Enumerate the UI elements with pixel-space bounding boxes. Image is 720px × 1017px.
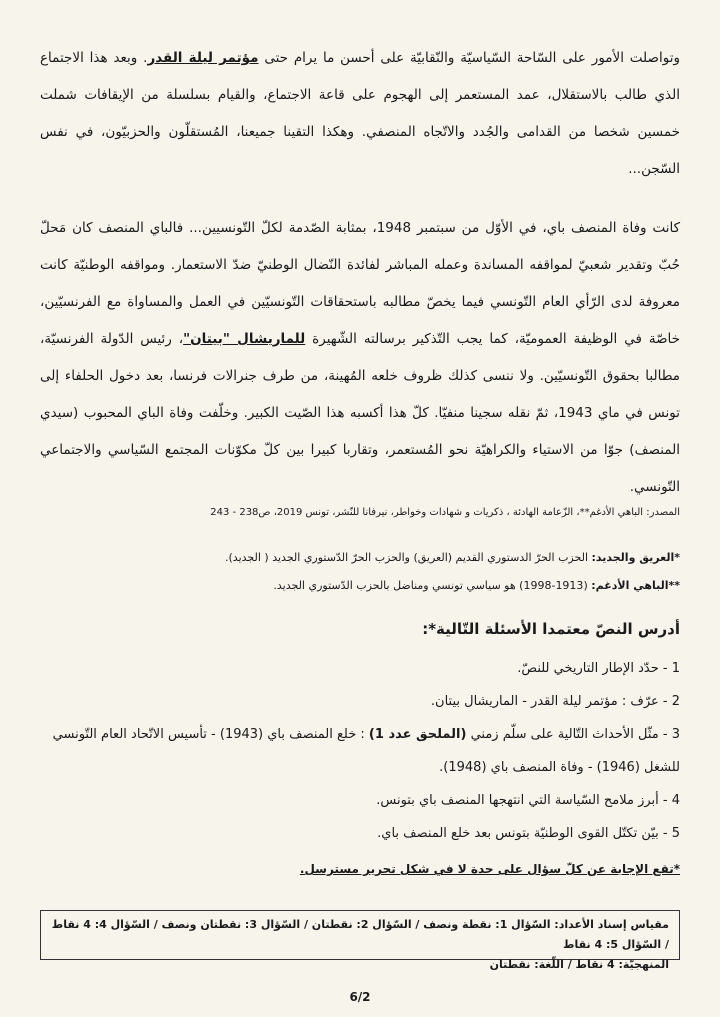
question-text: : خلع المنصف باي (1943) - تأسيس الاتّحاد العام التّونسي للشغل (1946) - وفاة المنصف باي (1948).	[52, 727, 680, 775]
footnote-text: (1913-1998) هو سياسي تونسي ومناضل بالحزب الدّستوري الجديد.	[273, 579, 592, 592]
question-text: 3 - مثّل الأحداث التّالية على سلّم زمني	[466, 727, 680, 742]
scoring-line-2: المنهجيّة: 4 نقاط / اللّغة: نقطتان	[489, 958, 669, 971]
question-item: 2 - عرّف : مؤتمر ليلة القدر - الماريشال بيتان.	[430, 694, 680, 709]
paragraph-text: ، رئيس الدّولة الفرنسيّة، مطالبا بحقوق التّونسيّين. ولا ننسى كذلك ظروف خلعه المُهينة، من طرف جنرالات فرنسا، بعد دخول الحلفاء إلى تونس في ماي 1943، ثمّ نقله سجينا منفيّا. كلّ هذا أكسبه هذا الصّيت الكبير. وخلّفت وفاة الباي المحبوب (سيدي المنصف) جوّا من الاستياء والكراهيّة نحو المُستعمر، وتقاربا كبيرا بين كلّ مكوّنات المجتمع السّياسي والاجتماعي التّونسي.	[40, 331, 680, 495]
question-emph: (الملحق عدد 1)	[368, 727, 467, 742]
paragraph-text: . وبعد هذا الاجتماع الذي طالب بالاستقلال، عمد المستعمر إلى الهجوم على قاعة الاجتماع، والقيام بسلسلة من الإيقافات شملت خمسين شخصا من القدامى والجُدد والاتّجاه المنصفي. وهكذا التقينا جميعنا، المُستقلّون والحزبيّون، في نفس السّجن...	[40, 50, 680, 177]
scoring-box	[40, 910, 680, 971]
text-paragraph-2	[40, 210, 680, 506]
question-item	[35, 718, 680, 784]
answer-instruction: *تقع الإجابة عن كلّ سؤال على حدة لا في شكل تحرير مسترسل.	[299, 862, 680, 876]
footnote-2	[40, 572, 680, 600]
question-item: 4 - أبرز ملامح السّياسة التي انتهجها المنصف باي بتونس.	[376, 793, 680, 808]
question-item: 5 - بيّن تكتّل القوى الوطنيّة بتونس بعد خلع المنصف باي.	[377, 826, 680, 841]
questions-list	[35, 652, 680, 850]
paragraph-text: كانت وفاة المنصف باي، في الأوّل من سبتمبر 1948، بمثابة الصّدمة لكلّ التّونسيين... فالباي المنصف كان مَحلّ حُبّ وتقدير شعبيّ لمواقفه المساندة وعمله المباشر لفائدة النّضال الوطنيّ ضدّ الاستعمار. ومواقفه الوطنيّة كانت معروفة لدى الرّأي العام التّونسي فيما يخصّ مطالبه باستحقاقات التّونسيّين في العمل والمساواة مع الفرنسيّين، خاصّة في الوظيفة العموميّة، كما يجب التّذكير برسالته الشّهيرة	[40, 220, 680, 347]
source-citation: المصدر: الباهي الأدغم**، الزّعامة الهادئة ، ذكريات و شهادات وخواطر، نيرفانا للنّشر، تونس 2019، ص238 - 243	[210, 507, 680, 518]
footnote-term: *العريق والجديد:	[591, 551, 680, 564]
paragraph-text: وتواصلت الأمور على السّاحة السّياسيّة والنّقابيّة على أحسن ما يرام حتى	[258, 50, 680, 66]
page-number: 6/2	[349, 990, 371, 1004]
questions-title: أدرس النصّ معتمدا الأسئلة التّالية*:	[422, 620, 680, 638]
footnote-text: الحزب الحرّ الدستوري القديم (العريق) والحزب الحرّ الدّستوري الجديد ( الجديد).	[225, 551, 592, 564]
footnote-term: **الباهي الأدغم:	[591, 579, 680, 592]
scoring-line-1: مقياس إسناد الأعداد: السّؤال 1: نقطة ونصف / السّؤال 2: نقطتان / السّؤال 3: نقطتان ونصف / السّؤال 4: 4 نقاط / السّؤال 5: 4 نقاط	[51, 918, 669, 951]
footnote-1	[40, 544, 680, 572]
emphasized-term: للماريشال "بيتان"	[183, 331, 306, 347]
text-paragraph-1	[40, 40, 680, 188]
question-item: 1 - حدّد الإطار التاريخي للنصّ.	[517, 661, 680, 676]
emphasized-term: مؤتمر ليلة القدر	[147, 50, 259, 66]
footnotes	[40, 544, 680, 600]
